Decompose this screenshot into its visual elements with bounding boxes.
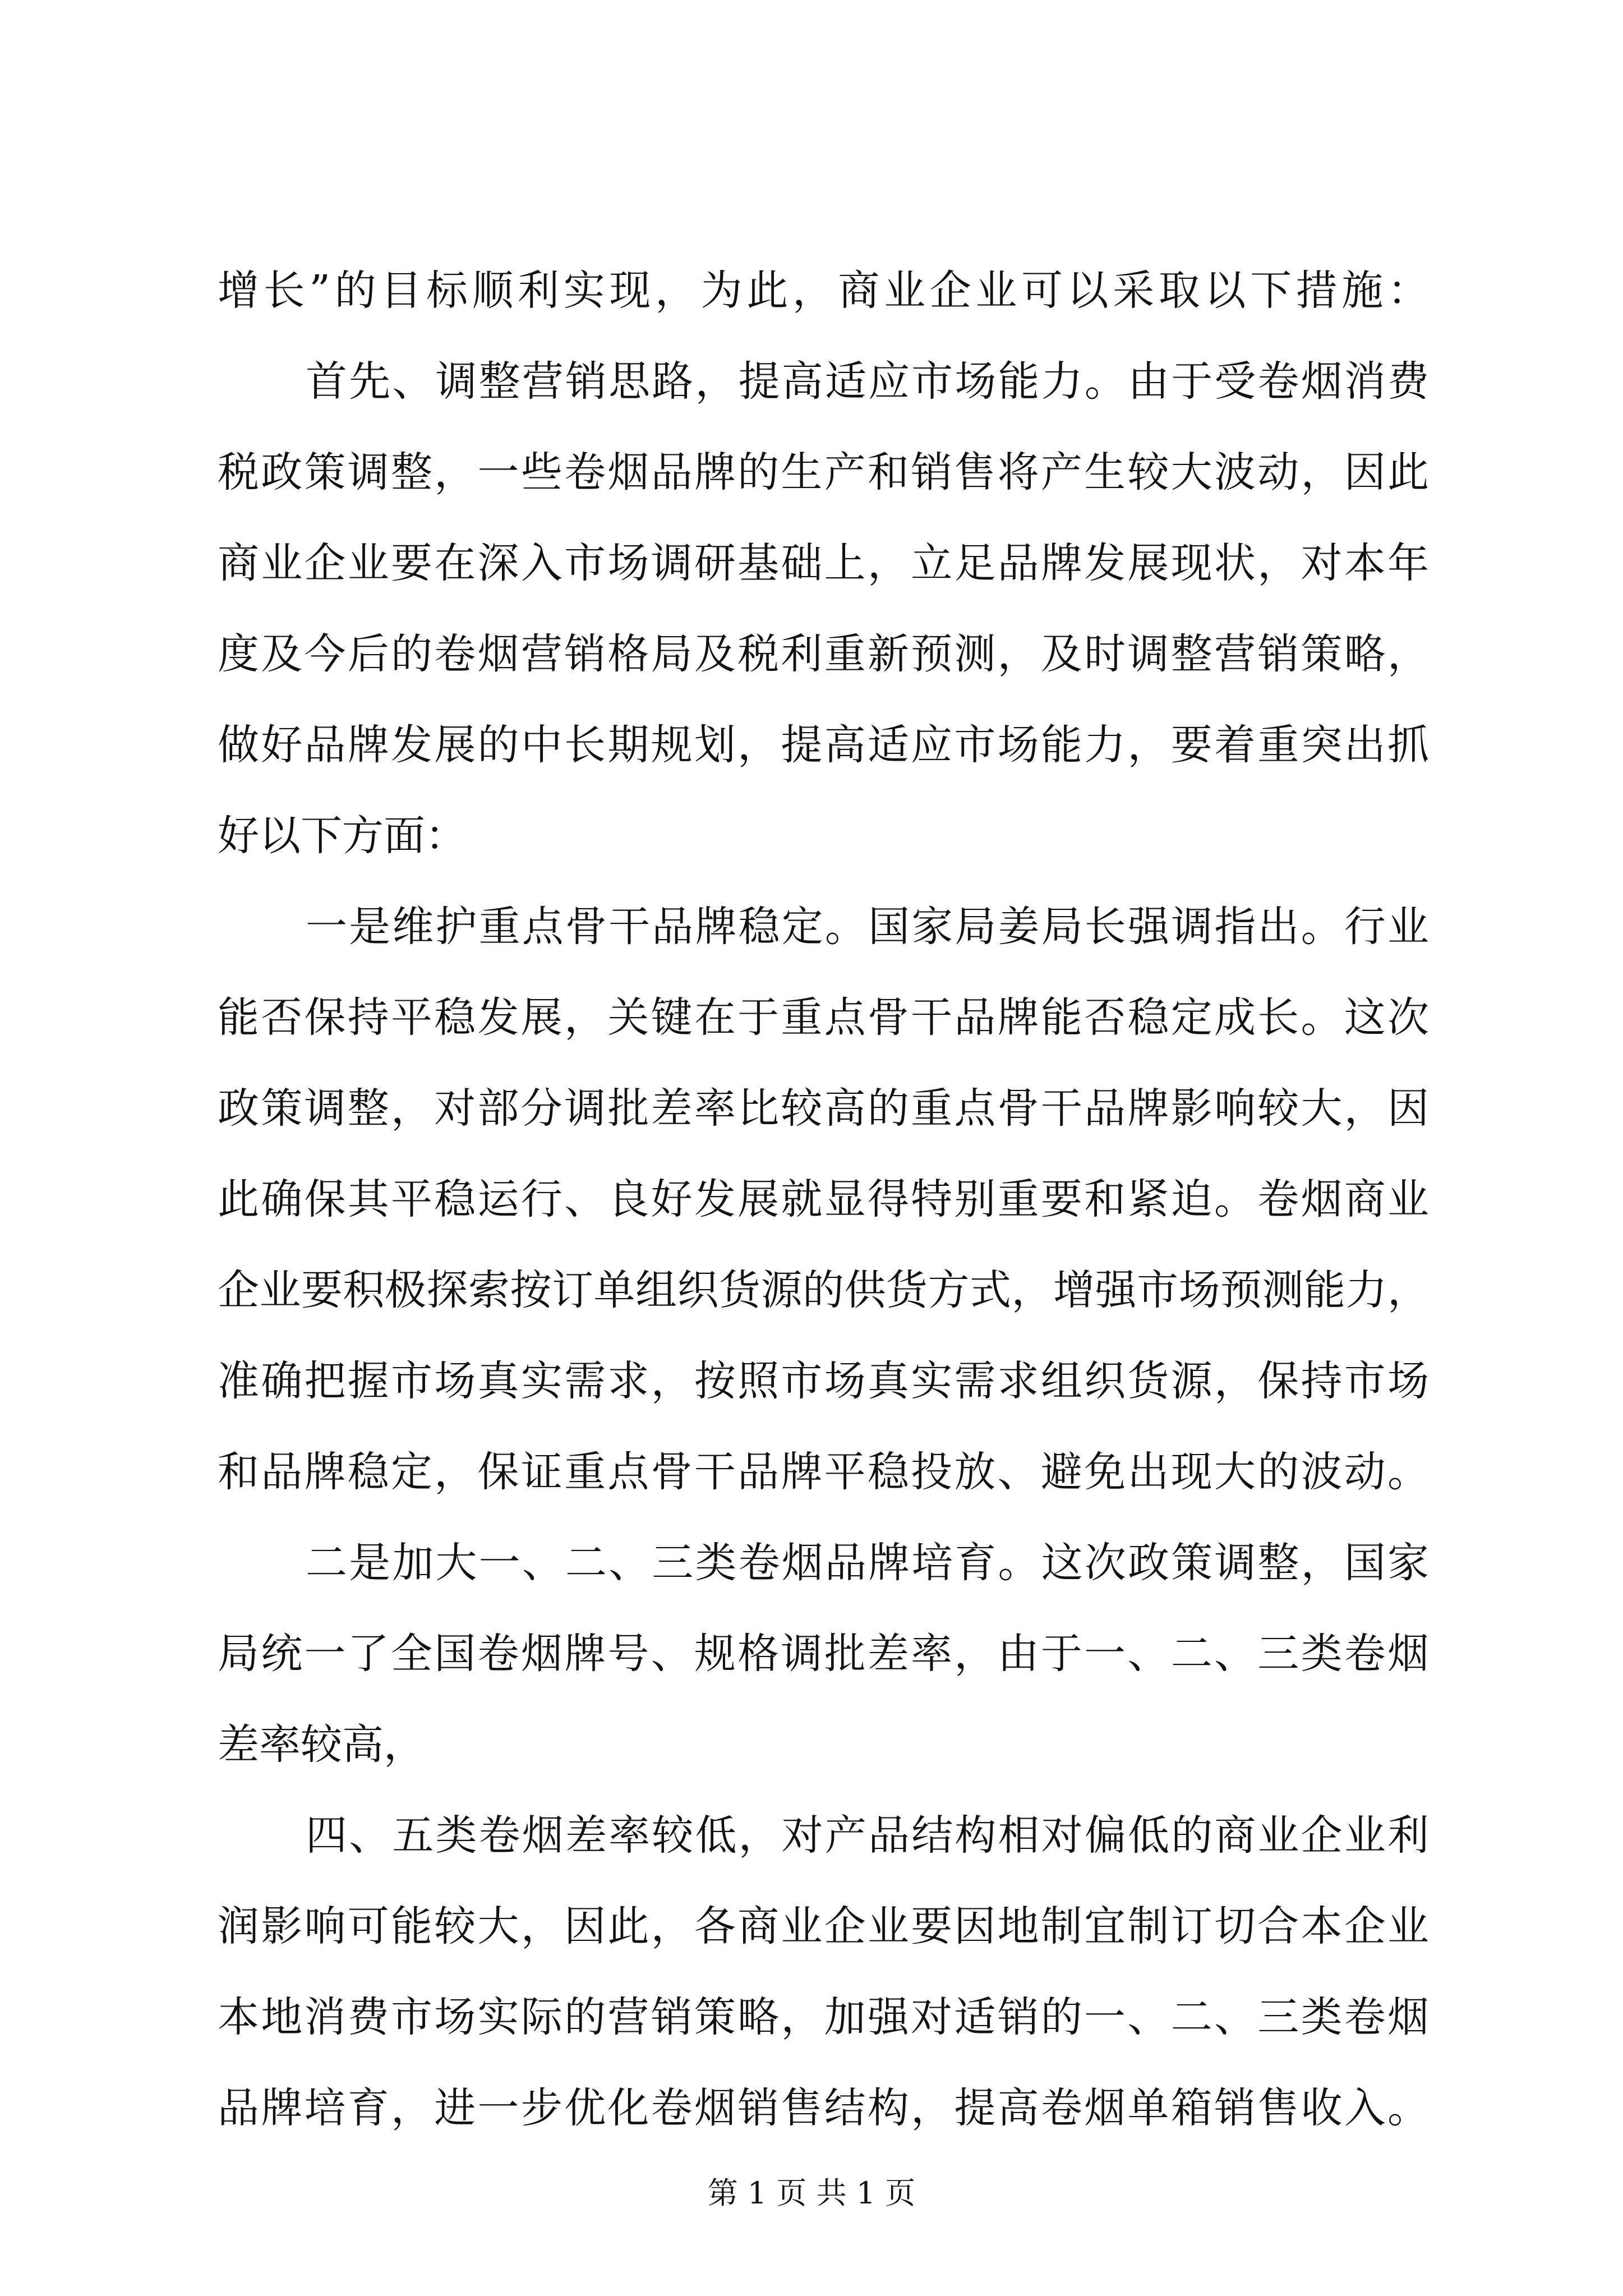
text-line-9: 能否保持平稳发展，关键在于重点骨干品牌能否稳定成长。这次 xyxy=(218,993,1429,1042)
text-line-13: 准确把握市场真实需求，按照市场真实需求组织货源，保持市场 xyxy=(218,1357,1429,1405)
text-line-21: 品牌培育，进一步优化卷烟销售结构，提高卷烟单箱销售收入。 xyxy=(218,2084,1429,2132)
text-line-7: 好以下方面： xyxy=(218,812,467,860)
text-line-15: 二是加大一、二、三类卷烟品牌培育。这次政策调整，国家 xyxy=(306,1539,1429,1587)
text-line-17: 差率较高， xyxy=(218,1720,425,1769)
text-line-18: 四、五类卷烟差率较低，对产品结构相对偏低的商业企业利 xyxy=(306,1811,1429,1860)
text-line-10: 政策调整，对部分调批差率比较高的重点骨干品牌影响较大，因 xyxy=(218,1084,1429,1133)
text-line-1: 增长”的目标顺利实现，为此，商业企业可以采取以下措施： xyxy=(218,266,1429,315)
text-line-6: 做好品牌发展的中长期规划，提高适应市场能力，要着重突出抓 xyxy=(218,721,1429,769)
text-line-20: 本地消费市场实际的营销策略，加强对适销的一、二、三类卷烟 xyxy=(218,1993,1429,2041)
text-line-16: 局统一了全国卷烟牌号、规格调批差率，由于一、二、三类卷烟 xyxy=(218,1630,1429,1678)
text-line-3: 税政策调整，一些卷烟品牌的生产和销售将产生较大波动，因此 xyxy=(218,448,1429,496)
text-line-14: 和品牌稳定，保证重点骨干品牌平稳投放、避免出现大的波动。 xyxy=(218,1448,1429,1496)
text-line-8: 一是维护重点骨干品牌稳定。国家局姜局长强调指出。行业 xyxy=(306,903,1429,951)
text-line-19: 润影响可能较大，因此，各商业企业要因地制宜制订切合本企业 xyxy=(218,1902,1429,1950)
page-footer: 第 1 页 共 1 页 xyxy=(707,2175,916,2211)
text-line-2: 首先、调整营销思路，提高适应市场能力。由于受卷烟消费 xyxy=(306,357,1429,406)
text-line-4: 商业企业要在深入市场调研基础上，立足品牌发展现状，对本年 xyxy=(218,539,1429,587)
text-line-11: 此确保其平稳运行、良好发展就显得特别重要和紧迫。卷烟商业 xyxy=(218,1175,1429,1223)
text-line-12: 企业要积极探索按订单组织货源的供货方式，增强市场预测能力， xyxy=(218,1266,1429,1314)
text-line-5: 度及今后的卷烟营销格局及税利重新预测，及时调整营销策略， xyxy=(218,630,1429,678)
